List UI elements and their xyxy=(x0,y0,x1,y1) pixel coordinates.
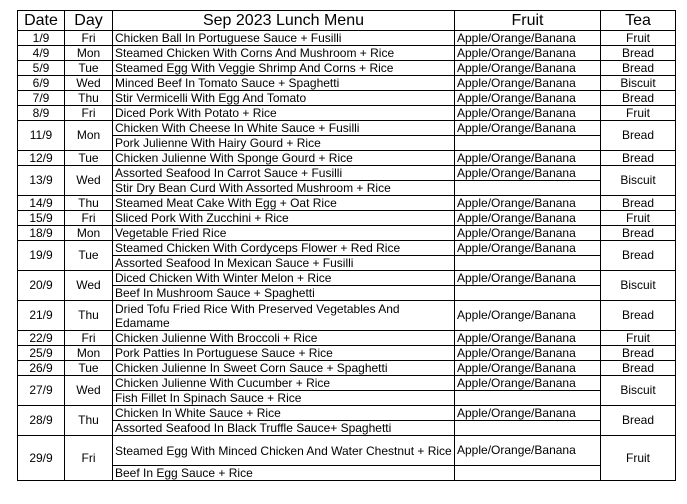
date-cell: 15/9 xyxy=(18,211,65,226)
fruit-cell: Apple/Orange/Banana xyxy=(455,241,601,256)
tea-cell: Bread xyxy=(601,196,676,211)
tea-cell: Bread xyxy=(601,241,676,271)
day-cell: Tue xyxy=(65,151,113,166)
fruit-cell: Apple/Orange/Banana xyxy=(455,61,601,76)
table-row xyxy=(18,376,676,391)
fruit-cell: Apple/Orange/Banana xyxy=(455,76,601,91)
menu-cell: Diced Pork With Potato + Rice xyxy=(113,106,455,121)
menu-cell: Stir Vermicelli With Egg And Tomato xyxy=(113,91,455,106)
date-cell: 27/9 xyxy=(18,376,65,406)
date-cell: 11/9 xyxy=(18,121,65,151)
date-cell: 12/9 xyxy=(18,151,65,166)
header-date: Date xyxy=(18,11,65,31)
fruit-cell: Apple/Orange/Banana xyxy=(455,376,601,391)
table-row-extra xyxy=(18,421,676,436)
date-cell: 25/9 xyxy=(18,346,65,361)
menu-cell: Chicken Julienne With Broccoli + Rice xyxy=(113,331,455,346)
day-cell: Fri xyxy=(65,331,113,346)
menu-cell: Vegetable Fried Rice xyxy=(113,226,455,241)
fruit-cell-empty xyxy=(455,256,601,271)
date-cell: 29/9 xyxy=(18,436,65,481)
fruit-cell: Apple/Orange/Banana xyxy=(455,406,601,421)
tea-cell: Biscuit xyxy=(601,166,676,196)
tea-cell: Fruit xyxy=(601,31,676,46)
day-cell: Thu xyxy=(65,91,113,106)
day-cell: Tue xyxy=(65,61,113,76)
day-cell: Mon xyxy=(65,121,113,151)
header-fruit: Fruit xyxy=(455,11,601,31)
menu-cell: Beef In Egg Sauce + Rice xyxy=(113,466,455,481)
table-row xyxy=(18,346,676,361)
day-cell: Wed xyxy=(65,271,113,301)
tea-cell: Bread xyxy=(601,121,676,151)
table-row-extra xyxy=(18,391,676,406)
fruit-cell: Apple/Orange/Banana xyxy=(455,226,601,241)
tea-cell: Biscuit xyxy=(601,271,676,301)
date-cell: 28/9 xyxy=(18,406,65,436)
fruit-cell: Apple/Orange/Banana xyxy=(455,121,601,136)
menu-cell: Beef In Mushroom Sauce + Spaghetti xyxy=(113,286,455,301)
fruit-cell: Apple/Orange/Banana xyxy=(455,331,601,346)
header-day: Day xyxy=(65,11,113,31)
menu-cell: Sliced Pork With Zucchini + Rice xyxy=(113,211,455,226)
fruit-cell: Apple/Orange/Banana xyxy=(455,211,601,226)
table-row xyxy=(18,331,676,346)
date-cell: 21/9 xyxy=(18,301,65,331)
day-cell: Tue xyxy=(65,361,113,376)
fruit-cell: Apple/Orange/Banana xyxy=(455,166,601,181)
table-row-extra xyxy=(18,286,676,301)
menu-cell: Fish Fillet In Spinach Sauce + Rice xyxy=(113,391,455,406)
menu-cell: Chicken Julienne With Sponge Gourd + Rice xyxy=(113,151,455,166)
date-cell: 26/9 xyxy=(18,361,65,376)
table-row xyxy=(18,76,676,91)
fruit-cell: Apple/Orange/Banana xyxy=(455,106,601,121)
day-cell: Fri xyxy=(65,436,113,481)
tea-cell: Biscuit xyxy=(601,376,676,406)
tea-cell: Fruit xyxy=(601,211,676,226)
date-cell: 4/9 xyxy=(18,46,65,61)
table-row xyxy=(18,91,676,106)
header-menu-title: Sep 2023 Lunch Menu xyxy=(113,11,455,31)
fruit-cell-empty xyxy=(455,136,601,151)
fruit-cell: Apple/Orange/Banana xyxy=(455,271,601,286)
fruit-cell: Apple/Orange/Banana xyxy=(455,151,601,166)
fruit-cell: Apple/Orange/Banana xyxy=(455,46,601,61)
table-row xyxy=(18,166,676,181)
fruit-cell-empty xyxy=(455,286,601,301)
date-cell: 5/9 xyxy=(18,61,65,76)
menu-cell: Diced Chicken With Winter Melon + Rice xyxy=(113,271,455,286)
day-cell: Wed xyxy=(65,166,113,196)
day-cell: Thu xyxy=(65,301,113,331)
menu-cell: Assorted Seafood In Carrot Sauce + Fusilli xyxy=(113,166,455,181)
tea-cell: Biscuit xyxy=(601,76,676,91)
tea-cell: Bread xyxy=(601,61,676,76)
day-cell: Thu xyxy=(65,406,113,436)
menu-cell: Assorted Seafood In Mexican Sauce + Fusilli xyxy=(113,256,455,271)
menu-cell: Dried Tofu Fried Rice With Preserved Vegetables And Edamame xyxy=(113,301,455,331)
table-row xyxy=(18,151,676,166)
date-cell: 22/9 xyxy=(18,331,65,346)
table-row xyxy=(18,361,676,376)
day-cell: Wed xyxy=(65,376,113,406)
day-cell: Thu xyxy=(65,196,113,211)
menu-cell: Pork Patties In Portuguese Sauce + Rice xyxy=(113,346,455,361)
table-row-extra xyxy=(18,181,676,196)
lunch-menu-table xyxy=(17,10,676,481)
table-row-extra xyxy=(18,136,676,151)
date-cell: 20/9 xyxy=(18,271,65,301)
fruit-cell-empty xyxy=(455,421,601,436)
table-row xyxy=(18,61,676,76)
fruit-cell: Apple/Orange/Banana xyxy=(455,31,601,46)
menu-cell: Minced Beef In Tomato Sauce + Spaghetti xyxy=(113,76,455,91)
tea-cell: Bread xyxy=(601,301,676,331)
header-tea: Tea xyxy=(601,11,676,31)
menu-cell: Steamed Egg With Minced Chicken And Water Chestnut + Rice xyxy=(113,436,455,466)
tea-cell: Bread xyxy=(601,46,676,61)
table-row xyxy=(18,436,676,466)
table-row xyxy=(18,301,676,331)
header-row xyxy=(18,11,676,31)
tea-cell: Bread xyxy=(601,226,676,241)
day-cell: Wed xyxy=(65,76,113,91)
day-cell: Mon xyxy=(65,46,113,61)
date-cell: 18/9 xyxy=(18,226,65,241)
table-row xyxy=(18,106,676,121)
date-cell: 6/9 xyxy=(18,76,65,91)
day-cell: Fri xyxy=(65,211,113,226)
day-cell: Mon xyxy=(65,226,113,241)
fruit-cell-empty xyxy=(455,181,601,196)
date-cell: 13/9 xyxy=(18,166,65,196)
menu-cell: Stir Dry Bean Curd With Assorted Mushroom + Rice xyxy=(113,181,455,196)
tea-cell: Bread xyxy=(601,151,676,166)
fruit-cell: Apple/Orange/Banana xyxy=(455,346,601,361)
menu-cell: Chicken With Cheese In White Sauce + Fusilli xyxy=(113,121,455,136)
tea-cell: Fruit xyxy=(601,331,676,346)
day-cell: Fri xyxy=(65,31,113,46)
table-row-extra xyxy=(18,466,676,481)
table-row xyxy=(18,121,676,136)
table-row xyxy=(18,406,676,421)
menu-cell: Chicken In White Sauce + Rice xyxy=(113,406,455,421)
table-row xyxy=(18,271,676,286)
date-cell: 8/9 xyxy=(18,106,65,121)
menu-cell: Assorted Seafood In Black Truffle Sauce+ Spaghetti xyxy=(113,421,455,436)
fruit-cell: Apple/Orange/Banana xyxy=(455,196,601,211)
fruit-cell: Apple/Orange/Banana xyxy=(455,301,601,331)
tea-cell: Fruit xyxy=(601,436,676,481)
table-row xyxy=(18,241,676,256)
menu-cell: Steamed Chicken With Corns And Mushroom + Rice xyxy=(113,46,455,61)
date-cell: 14/9 xyxy=(18,196,65,211)
tea-cell: Bread xyxy=(601,406,676,436)
menu-body xyxy=(18,31,676,481)
tea-cell: Bread xyxy=(601,91,676,106)
table-row xyxy=(18,211,676,226)
menu-cell: Pork Julienne With Hairy Gourd + Rice xyxy=(113,136,455,151)
day-cell: Fri xyxy=(65,106,113,121)
menu-cell: Chicken Julienne In Sweet Corn Sauce + Spaghetti xyxy=(113,361,455,376)
fruit-cell: Apple/Orange/Banana xyxy=(455,91,601,106)
menu-cell: Steamed Chicken With Cordyceps Flower + Red Rice xyxy=(113,241,455,256)
date-cell: 7/9 xyxy=(18,91,65,106)
table-row xyxy=(18,31,676,46)
table-row xyxy=(18,46,676,61)
menu-cell: Chicken Ball In Portuguese Sauce + Fusilli xyxy=(113,31,455,46)
menu-cell: Chicken Julienne With Cucumber + Rice xyxy=(113,376,455,391)
fruit-cell: Apple/Orange/Banana xyxy=(455,361,601,376)
tea-cell: Bread xyxy=(601,361,676,376)
day-cell: Tue xyxy=(65,241,113,271)
fruit-cell-empty xyxy=(455,391,601,406)
date-cell: 1/9 xyxy=(18,31,65,46)
table-row-extra xyxy=(18,256,676,271)
day-cell: Mon xyxy=(65,346,113,361)
table-row xyxy=(18,196,676,211)
fruit-cell-empty xyxy=(455,466,601,481)
menu-cell: Steamed Egg With Veggie Shrimp And Corns + Rice xyxy=(113,61,455,76)
tea-cell: Fruit xyxy=(601,106,676,121)
menu-cell: Steamed Meat Cake With Egg + Oat Rice xyxy=(113,196,455,211)
tea-cell: Bread xyxy=(601,346,676,361)
fruit-cell: Apple/Orange/Banana xyxy=(455,436,601,466)
table-row xyxy=(18,226,676,241)
date-cell: 19/9 xyxy=(18,241,65,271)
